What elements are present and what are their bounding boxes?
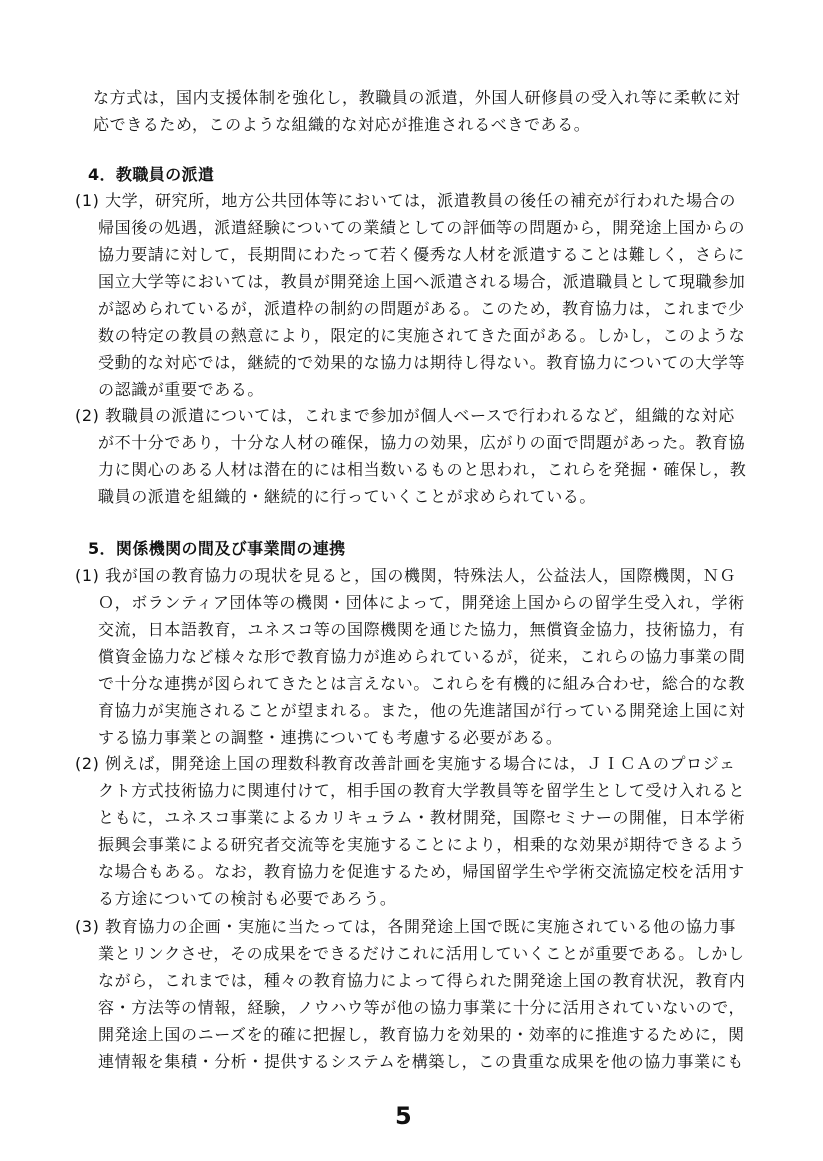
paragraph-line: が認められているが，派遣枠の制約の問題がある。このため，教育協力は，これまで少 [98,299,745,318]
paragraph-line: 償資金協力など様々な形で教育協力が進められているが，従来，これらの協力事業の間 [98,647,746,666]
section-4-heading: 4．教職員の派遣 [88,165,215,184]
paragraph-line: (1) 我が国の教育協力の現状を見ると，国の機関，特殊法人，公益法人，国際機関，ＮＧ [75,566,736,585]
paragraph-line: 協力要請に対して，長期間にわたって若く優秀な人材を派遣することは難しく，さらに [98,245,745,264]
paragraph-line: ともに，ユネスコ事業によるカリキュラム・教材開発，国際セミナーの開催，日本学術 [98,808,746,827]
paragraph-line: 職員の派遣を組織的・継続的に行っていくことが求められている。 [98,487,597,506]
paragraph-line: 帰国後の処遇，派遣経験についての業績としての評価等の問題から，開発途上国からの [98,218,746,237]
paragraph-line: (1) 大学，研究所，地方公共団体等においては，派遣教員の後任の補充が行われた場合の [75,191,736,210]
paragraph-line: (3) 教育協力の企画・実施に当たっては，各開発途上国で既に実施されている他の協力事 [75,917,736,936]
paragraph-line: 力に関心のある人材は潜在的には相当数いるものと思われ，これらを発掘・確保し，教 [98,460,747,479]
paragraph-line: (2) 例えば，開発途上国の理数科教育改善計画を実施する場合には，ＪＩＣＡのプロジェ [75,754,736,773]
paragraph-line: 育協力が実施されることが望まれる。また，他の先進諸国が行っている開発途上国に対 [98,701,746,720]
paragraph-line: 応できるため，このような組織的な対応が推進されるべきである。 [93,115,591,134]
page-number: 5 [395,1102,412,1130]
paragraph-line: 国立大学等においては，教員が開発途上国へ派遣される場合，派遣職員として現職参加 [98,272,746,291]
paragraph-line: 業とリンクさせ，その成果をできるだけこれに活用していくことが重要である。しかし [98,944,745,963]
section-5-heading: 5．関係機関の間及び事業間の連携 [88,539,346,558]
paragraph-line: する協力事業との調整・連携についても考慮する必要がある。 [98,728,563,747]
paragraph-line: クト方式技術協力に関連付けて，相手国の教育大学教員等を留学生として受け入れると [98,781,746,800]
paragraph-line: 容・方法等の情報，経験，ノウハウ等が他の協力事業に十分に活用されていないので， [98,998,746,1017]
paragraph-line: な方式は，国内支援体制を強化し，教職員の派遣，外国人研修員の受入れ等に柔軟に対 [93,88,741,107]
paragraph-line: Ｏ，ボランティア団体等の機関・団体によって，開発途上国からの留学生受入れ，学術 [98,593,745,612]
paragraph-line: 連情報を集積・分析・提供するシステムを構築し，この貴重な成果を他の協力事業にも [98,1052,744,1071]
paragraph-line: 振興会事業による研究者交流等を実施することにより，相乗的な効果が期待できるよう [98,835,746,854]
paragraph-line: な場合もある。なお，教育協力を促進するため，帰国留学生や学術交流協定校を活用す [98,862,745,881]
paragraph-line: の認識が重要である。 [98,380,265,399]
paragraph-line: る方途についての検討も必要であろう。 [98,889,397,908]
paragraph-line: 開発途上国のニーズを的確に把握し，教育協力を効果的・効率的に推進するために，関 [98,1025,745,1044]
paragraph-line: 受動的な対応では，継続的で効果的な協力は期待し得ない。教育協力についての大学等 [98,353,746,372]
paragraph-line: 交流，日本語教育，ユネスコ等の国際機関を通じた協力，無償資金協力，技術協力，有 [98,620,746,639]
paragraph-line: が不十分であり，十分な人材の確保，協力の効果，広がりの面で問題があった。教育協 [98,433,746,452]
paragraph-line: 数の特定の教員の熱意により，限定的に実施されてきた面がある。しかし，このような [98,326,746,345]
paragraph-line: ながら，これまでは，種々の教育協力によって得られた開発途上国の教育状況，教育内 [98,971,746,990]
paragraph-line: (2) 教職員の派遣については，これまで参加が個人ベースで行われるなど，組織的な対応 [75,406,735,425]
paragraph-line: で十分な連携が図られてきたとは言えない。これらを有機的に組み合わせ，総合的な教 [98,674,745,693]
